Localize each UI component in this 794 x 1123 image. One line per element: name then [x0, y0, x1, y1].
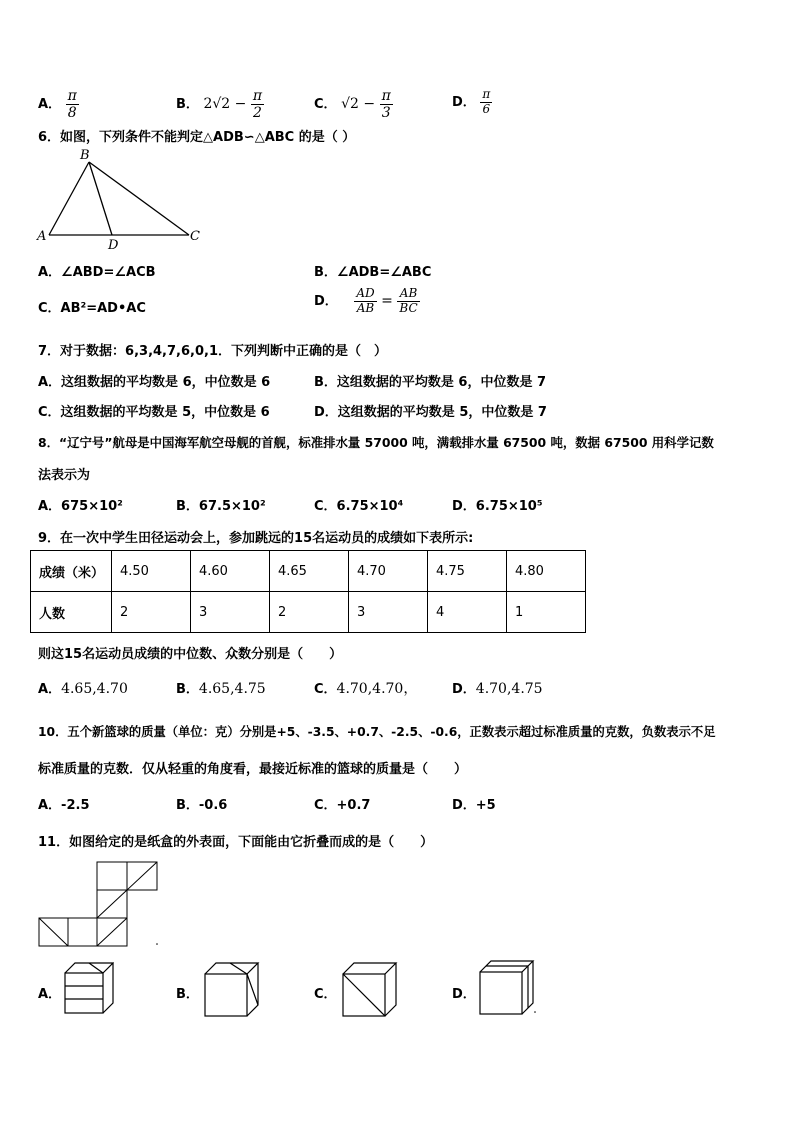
q9-option-a-value: 4.65,4.70 [61, 681, 128, 697]
q10-stem-line2: 标准质量的克数．仅从轻重的角度看，最接近标准的篮球的质量是（ ） [38, 762, 468, 777]
q11-cube-net-figure [36, 858, 166, 953]
q9-question: 则这15名运动员成绩的中位数、众数分别是（ ） [38, 647, 343, 662]
q9-option-c-value: 4.70,4.70， [336, 681, 418, 697]
q11-option-d[interactable] [452, 983, 476, 1002]
q9-option-c-label: C． [314, 682, 337, 697]
q10-option-d[interactable]: D．+5 [452, 798, 496, 813]
q5-option-a-fraction: $\frac{\pi}{8}$ [67, 88, 77, 122]
table-cell: 2 [112, 592, 191, 633]
q6-option-c[interactable]: C．AB²=AD•AC [38, 301, 146, 316]
table-cell: 4.75 [428, 551, 507, 592]
q5-option-a[interactable] [38, 88, 79, 121]
table-cell: 4.60 [191, 551, 270, 592]
q11-option-c[interactable] [314, 983, 337, 1002]
table-cell: 1 [507, 592, 586, 633]
q11-option-a-cube [62, 960, 114, 1018]
table-header-count: 人数 [31, 592, 112, 633]
table-cell: 4.70 [349, 551, 428, 592]
table-cell: 4.80 [507, 551, 586, 592]
q9-option-c[interactable] [314, 678, 417, 698]
q5-option-b-label: B． [176, 97, 199, 113]
q10-option-b[interactable]: B．-0.6 [176, 798, 228, 813]
q10-option-a[interactable]: A．-2.5 [38, 798, 90, 813]
q6-option-b[interactable]: B．∠ADB=∠ABC [314, 265, 432, 280]
point-b-label: B [80, 148, 90, 163]
q5-option-b-expression: 2√2 − [203, 96, 247, 113]
q11-option-c-label: C． [314, 987, 337, 1002]
q11-option-a-label: A． [38, 987, 62, 1002]
q5-option-c-expression: √2 − [341, 96, 376, 113]
q7-option-d[interactable]: D．这组数据的平均数是 5，中位数是 7 [314, 405, 547, 420]
q9-option-a[interactable] [38, 678, 128, 697]
q9-option-b-value: 4.65,4.75 [198, 681, 266, 697]
q11-option-d-cube [477, 958, 539, 1018]
q11-option-c-cube [340, 960, 400, 1020]
point-c-label: C [190, 229, 200, 244]
table-header-score: 成绩（米） [31, 551, 112, 592]
q5-option-c-label: C． [314, 97, 337, 113]
table-cell: 4 [428, 592, 507, 633]
q9-option-a-label: A． [38, 682, 62, 697]
table-cell: 4.50 [112, 551, 191, 592]
q11-option-d-label: D． [452, 987, 476, 1002]
q8-stem-line1: 8．“辽宁号”航母是中国海军航空母舰的首舰，标准排水量 57000 吨，满载排水量 67500 吨，数据 67500 用科学记数 [38, 435, 714, 450]
q6-stem: 6．如图，下列条件不能判定△ADB∽△ABC 的是（ ） [38, 130, 356, 145]
q7-option-b[interactable]: B．这组数据的平均数是 6，中位数是 7 [314, 375, 547, 390]
q6-option-d-fraction-right: $\frac{AB}{BC}$ [399, 286, 418, 315]
q7-option-a[interactable]: A．这组数据的平均数是 6，中位数是 6 [38, 375, 271, 390]
point-a-label: A [37, 229, 47, 244]
q9-option-b-label: B． [176, 682, 199, 697]
q9-option-d[interactable] [452, 678, 543, 697]
q10-stem-line1: 10．五个新篮球的质量（单位：克）分别是+5、-3.5、+0.7、-2.5、-0.6，正数表示超过标准质量的克数，负数表示不足 [38, 725, 716, 739]
q8-option-c[interactable]: C．6.75×10⁴ [314, 499, 404, 514]
q6-option-d-equals: = [381, 292, 393, 309]
q5-option-b[interactable] [176, 88, 264, 121]
q6-option-a[interactable]: A．∠ABD=∠ACB [38, 265, 156, 280]
q11-option-b-cube [202, 960, 262, 1020]
point-d-label: D [108, 238, 119, 253]
q11-option-a[interactable] [38, 983, 61, 1002]
q11-option-b-label: B． [176, 987, 199, 1002]
q5-option-c[interactable] [314, 88, 393, 121]
q7-option-c[interactable]: C．这组数据的平均数是 5，中位数是 6 [38, 405, 270, 420]
table-row [31, 592, 586, 633]
q5-option-c-fraction: $\frac{\pi}{3}$ [381, 88, 391, 122]
table-row [31, 551, 586, 592]
table-cell: 3 [191, 592, 270, 633]
q11-stem: 11．如图给定的是纸盒的外表面，下面能由它折叠而成的是（ ） [38, 835, 434, 850]
q5-option-d-label: D． [452, 94, 476, 110]
q8-option-b[interactable]: B．67.5×10² [176, 499, 266, 514]
table-cell: 4.65 [270, 551, 349, 592]
q5-option-d[interactable] [452, 88, 492, 117]
table-cell: 3 [349, 592, 428, 633]
q8-option-d[interactable]: D．6.75×10⁵ [452, 499, 543, 514]
q5-option-d-fraction: $\frac{\pi}{6}$ [482, 87, 491, 116]
q7-stem: 7．对于数据：6,3,4,7,6,0,1．下列判断中正确的是（ ） [38, 344, 387, 359]
q5-option-a-label: A． [38, 97, 62, 113]
q9-option-d-label: D． [452, 682, 476, 697]
q9-option-b[interactable] [176, 678, 266, 697]
q6-option-d-label: D． [314, 293, 338, 309]
q9-data-table [30, 550, 586, 633]
q9-stem: 9．在一次中学生田径运动会上，参加跳远的15名运动员的成绩如下表所示: [38, 531, 474, 546]
q11-option-b[interactable] [176, 983, 199, 1002]
q6-option-d-fraction-left: $\frac{AD}{AB}$ [356, 286, 375, 315]
q5-option-b-fraction: $\frac{\pi}{2}$ [252, 88, 263, 122]
q9-option-d-value: 4.70,4.75 [475, 681, 543, 697]
q6-option-d[interactable] [314, 287, 420, 316]
q8-option-a[interactable]: A．675×10² [38, 499, 123, 514]
q8-stem-line2: 法表示为 [38, 468, 91, 483]
q6-triangle-figure [34, 145, 209, 253]
q10-option-c[interactable]: C．+0.7 [314, 798, 371, 813]
table-cell: 2 [270, 592, 349, 633]
